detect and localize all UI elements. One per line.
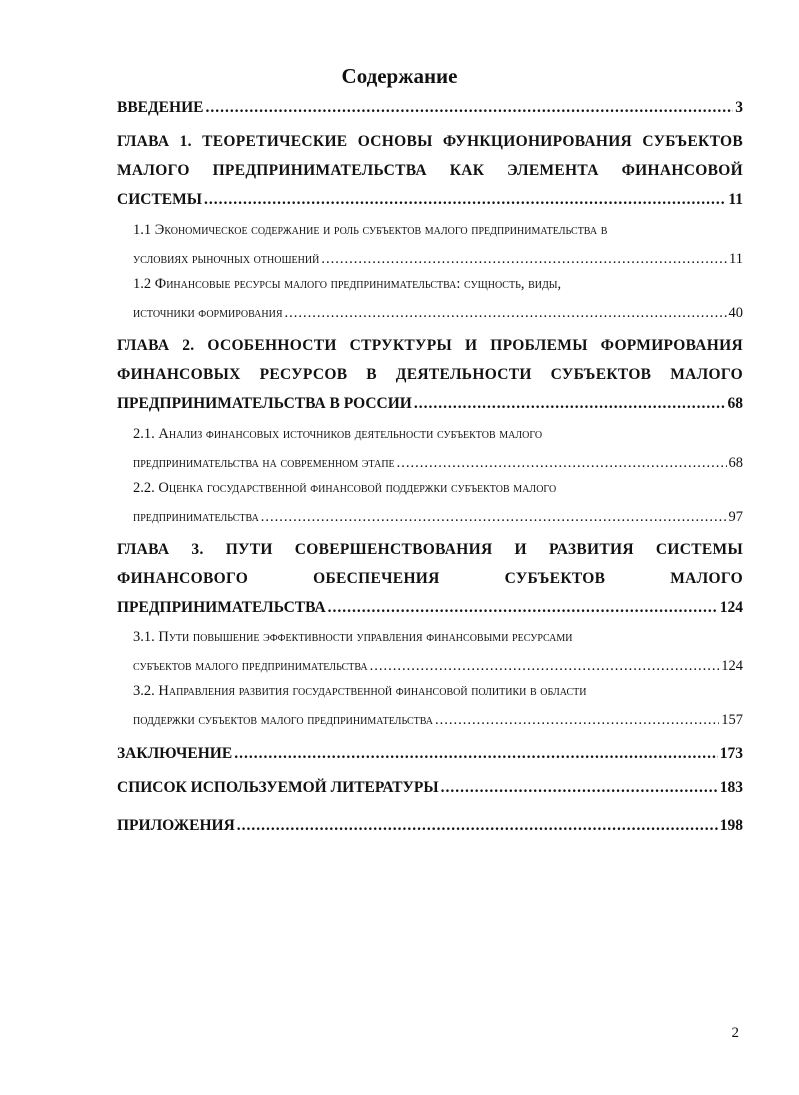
toc-2-1-page: 68 <box>728 455 743 471</box>
toc-references-label: СПИСОК ИСПОЛЬЗУЕМОЙ ЛИТЕРАТУРЫ <box>117 779 439 796</box>
word: 1. <box>179 133 192 150</box>
chapter-3-line-3 <box>117 593 743 622</box>
page-number: 2 <box>731 1025 739 1041</box>
toc-entry-2-1[interactable] <box>133 420 743 478</box>
dot-leader <box>261 503 727 532</box>
word: МАЛОГО <box>670 570 743 587</box>
word: ГЛАВА <box>117 133 170 150</box>
toc-2-1-line-1: 2.1. Анализ финансовых источников деятельности субъектов малого <box>133 426 543 442</box>
toc-ch1-page: 11 <box>728 191 743 208</box>
word: ФУНКЦИОНИРОВАНИЯ <box>442 133 633 150</box>
word: СУБЪЕКТОВ <box>504 570 606 587</box>
toc-entry-3-2[interactable] <box>133 677 743 735</box>
toc-entry-3-1[interactable] <box>133 623 743 681</box>
chapter-2-line-1 <box>117 331 743 360</box>
toc-1-2-line-2: источники формирования <box>133 305 283 321</box>
toc-conclusion-page: 173 <box>719 745 743 762</box>
toc-ch3-last: ПРЕДПРИНИМАТЕЛЬСТВА <box>117 599 326 616</box>
dot-leader <box>414 389 726 418</box>
chapter-3-line-2 <box>117 564 743 593</box>
dot-leader <box>441 773 718 802</box>
toc-ch2-page: 68 <box>727 395 743 412</box>
word: СУБЪЕКТОВ <box>550 366 652 383</box>
chapter-1-line-1 <box>117 127 743 156</box>
toc-3-2-line-2: поддержки субъектов малого предпринимательства <box>133 712 433 728</box>
dot-leader <box>285 299 727 328</box>
toc-ch3-page: 124 <box>719 599 743 616</box>
dot-leader <box>204 185 726 214</box>
toc-entry-conclusion[interactable] <box>117 739 743 768</box>
toc-3-2-page: 157 <box>721 712 743 728</box>
toc-2-2-line-2: предпринимательства <box>133 509 259 525</box>
toc-entry-chapter-3[interactable] <box>117 535 743 622</box>
word: РАЗВИТИЯ <box>548 541 634 558</box>
toc-1-1-line-2: условиях рыночных отношений <box>133 251 320 267</box>
toc-2-1-line-2: предпринимательства на современном этапе <box>133 455 395 471</box>
word: ГЛАВА <box>117 541 170 558</box>
toc-entry-2-2[interactable] <box>133 474 743 532</box>
word: ОСНОВЫ <box>357 133 433 150</box>
toc-2-2-line-1: 2.2. Оценка государственной финансовой поддержки субъектов малого <box>133 480 557 496</box>
toc-references-page: 183 <box>719 779 743 796</box>
toc-1-1-line-1: 1.1 Экономическое содержание и роль субъектов малого предпринимательства в <box>133 222 608 238</box>
word: ПРЕДПРИНИМАТЕЛЬСТВА <box>212 162 427 179</box>
toc-2-2-page: 97 <box>728 509 743 525</box>
word: СУБЪЕКТОВ <box>642 133 743 150</box>
word: И <box>464 337 478 354</box>
word: 2. <box>182 337 195 354</box>
toc-entry-chapter-1[interactable] <box>117 127 743 214</box>
word: ОСОБЕННОСТИ <box>207 337 337 354</box>
dot-leader <box>205 93 733 122</box>
toc-1-1-page: 11 <box>729 251 743 267</box>
toc-entry-references[interactable] <box>117 773 743 802</box>
toc-3-1-line-1: 3.1. Пути повышение эффективности управления финансовыми ресурсами <box>133 629 573 645</box>
word: ГЛАВА <box>117 337 170 354</box>
word: СИСТЕМЫ <box>655 541 743 558</box>
word: МАЛОГО <box>670 366 743 383</box>
word: ПРОБЛЕМЫ <box>490 337 588 354</box>
dot-leader <box>435 706 719 735</box>
chapter-2-line-2 <box>117 360 743 389</box>
dot-leader <box>328 593 718 622</box>
dot-leader <box>234 739 718 768</box>
word: И <box>514 541 527 558</box>
toc-conclusion-label: ЗАКЛЮЧЕНИЕ <box>117 745 233 762</box>
toc-entry-1-2[interactable] <box>133 270 743 328</box>
chapter-2-line-3 <box>117 389 743 418</box>
toc-appendices-page: 198 <box>719 817 743 834</box>
toc-appendices-label: ПРИЛОЖЕНИЯ <box>117 817 235 834</box>
word: СТРУКТУРЫ <box>349 337 453 354</box>
word: ФИНАНСОВОГО <box>117 570 249 587</box>
toc-3-1-page: 124 <box>721 658 743 674</box>
chapter-1-line-3 <box>117 185 743 214</box>
toc-intro-page: 3 <box>735 99 743 116</box>
toc-entry-chapter-2[interactable] <box>117 331 743 418</box>
toc-entry-appendices[interactable] <box>117 811 743 840</box>
toc-ch1-last: СИСТЕМЫ <box>117 191 202 208</box>
word: ПУТИ <box>225 541 273 558</box>
word: ДЕЯТЕЛЬНОСТИ <box>395 366 532 383</box>
word: КАК <box>449 162 485 179</box>
word: МАЛОГО <box>117 162 190 179</box>
word: ФОРМИРОВАНИЯ <box>600 337 743 354</box>
toc-intro-label: ВВЕДЕНИЕ <box>117 99 204 116</box>
word: ФИНАНСОВЫХ <box>117 366 241 383</box>
toc-entry-intro[interactable] <box>117 93 743 122</box>
dot-leader <box>237 811 718 840</box>
word: 3. <box>191 541 204 558</box>
chapter-1-line-2 <box>117 156 743 185</box>
word: ТЕОРЕТИЧЕСКИЕ <box>202 133 348 150</box>
word: РЕСУРСОВ <box>259 366 348 383</box>
page-title: Содержание <box>341 64 458 88</box>
toc-3-1-line-2: субъектов малого предпринимательства <box>133 658 368 674</box>
toc-ch2-last: ПРЕДПРИНИМАТЕЛЬСТВА В РОССИИ <box>117 395 412 412</box>
toc-3-2-line-1: 3.2. Направления развития государственной финансовой политики в области <box>133 683 587 699</box>
word: ОБЕСПЕЧЕНИЯ <box>313 570 440 587</box>
chapter-3-line-1 <box>117 535 743 564</box>
word: СОВЕРШЕНСТВОВАНИЯ <box>294 541 493 558</box>
toc-1-2-line-1: 1.2 Финансовые ресурсы малого предпринимательства: сущность, виды, <box>133 276 562 292</box>
word: ФИНАНСОВОЙ <box>621 162 743 179</box>
word: ЭЛЕМЕНТА <box>507 162 599 179</box>
toc-1-2-page: 40 <box>728 305 743 321</box>
word: В <box>366 366 377 383</box>
toc-entry-1-1[interactable] <box>133 216 743 274</box>
